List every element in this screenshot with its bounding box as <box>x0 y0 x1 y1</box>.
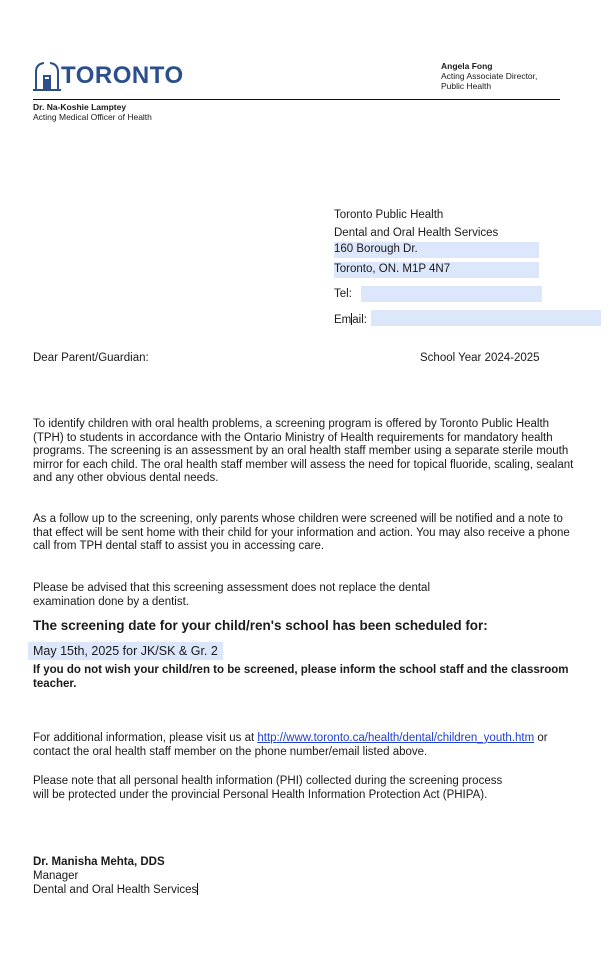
dental-info-link[interactable]: http://www.toronto.ca/health/dental/children_youth.htm <box>257 732 535 744</box>
address-line-4: Toronto, ON. M1P 4N7 <box>334 263 451 275</box>
header-divider <box>33 99 560 100</box>
paragraph-more-info: For additional information, please visit us at http://www.toronto.ca/health/dental/children_youth.htm or contact the oral health staff member on the phone number/email listed above. <box>33 732 548 758</box>
school-year: School Year 2024-2025 <box>420 352 540 364</box>
logo-wordmark: TORONTO <box>61 62 184 89</box>
paragraph-intro: To identify children with oral health problems, a screening program is offered by Toronto Public Health (TPH) to students in accordance with the Ontario Ministry of Health requirements for mandatory health programs. The screening is an assessment by an oral health staff member using a separate sterile mouth mirror for each child. The oral health staff member will assess the need for topical fluoride, scaling, sealant and any other obvious dental needs. <box>33 418 574 485</box>
paragraph-followup: As a follow up to the screening, only parents whose children were screened will be notified and a note to that effect will be sent home with their child for your information and action. You may also receive a phone call from TPH dental staff to assist you in accessing care. <box>33 513 570 553</box>
moh-name: Dr. Na-Koshie Lamptey <box>33 102 127 112</box>
signatory-name: Angela Fong <box>441 61 493 71</box>
address-line-1: Toronto Public Health <box>334 209 444 221</box>
city-hall-icon <box>33 60 61 92</box>
signature-dept: Dental and Oral Health Services <box>33 884 198 897</box>
signatory-title-line2: Public Health <box>441 81 492 91</box>
tel-label: Tel: <box>334 288 352 300</box>
address-line-3: 160 Borough Dr. <box>334 243 418 255</box>
header-signatory <box>441 61 537 91</box>
email-label: Email: <box>334 314 367 326</box>
address-line-2: Dental and Oral Health Services <box>334 227 499 239</box>
email-field[interactable] <box>371 310 601 326</box>
signature-block <box>33 856 198 898</box>
text-caret <box>197 883 198 895</box>
signature-title: Manager <box>33 869 79 882</box>
toronto-logo <box>33 60 184 92</box>
signature-name: Dr. Manisha Mehta, DDS <box>33 856 165 868</box>
screening-heading: The screening date for your child/ren's school has been scheduled for: <box>33 618 488 633</box>
paragraph-privacy: Please note that all personal health information (PHI) collected during the screening process will be protected under the provincial Personal Health Information Protection Act (PHIPA). <box>33 775 503 801</box>
screening-date-field[interactable]: May 15th, 2025 for JK/SK & Gr. 2 <box>28 642 223 660</box>
tel-field[interactable] <box>361 286 542 302</box>
paragraph-disclaimer: Please be advised that this screening assessment does not replace the dental examination done by a dentist. <box>33 582 430 608</box>
medical-officer-block <box>33 102 152 122</box>
optout-notice: If you do not wish your child/ren to be screened, please inform the school staff and the classroom teacher. <box>33 664 569 690</box>
salutation: Dear Parent/Guardian: <box>33 352 149 364</box>
moh-title: Acting Medical Officer of Health <box>33 112 152 122</box>
signatory-title-line1: Acting Associate Director, <box>441 71 538 81</box>
